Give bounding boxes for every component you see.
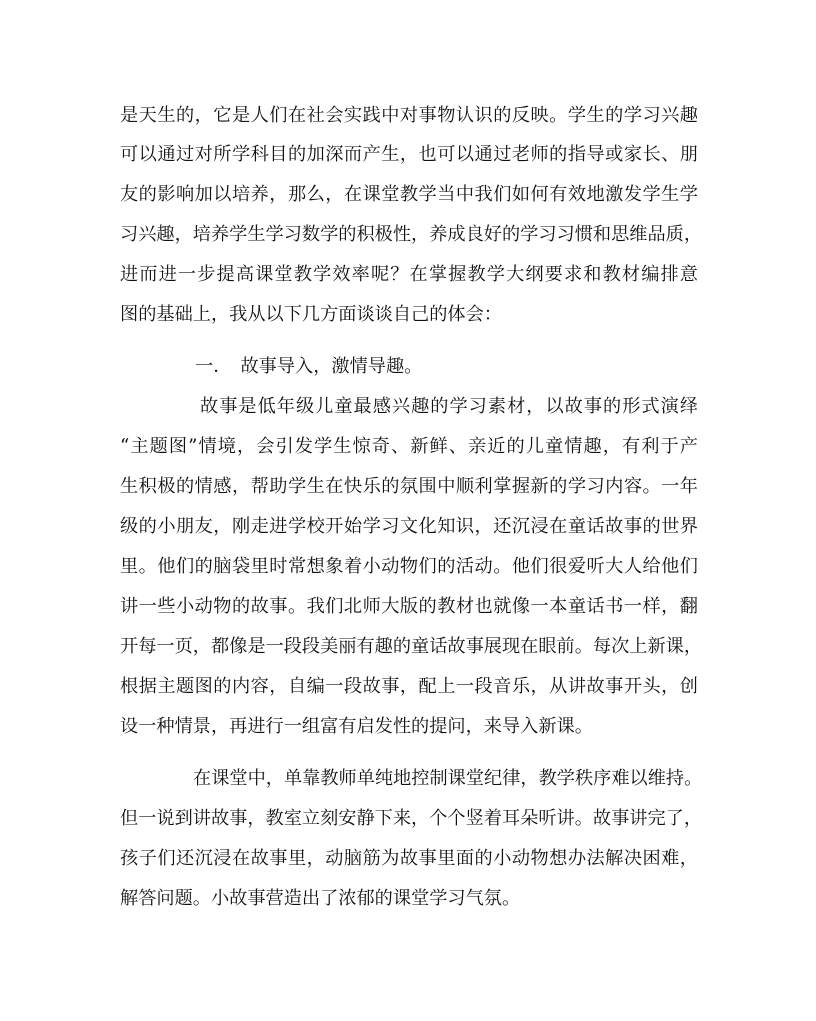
text-line: 但一说到讲故事，教室立刻安静下来，个个竖着耳朵听讲。故事讲完了， (120, 808, 703, 829)
text-line: 开每一页，都像是一段段美丽有趣的童话故事展现在眼前。每次上新课， (120, 636, 703, 657)
text-line: 根据主题图的内容，自编一段故事，配上一段音乐，从讲故事开头，创 (120, 676, 698, 697)
text-line: 习兴趣，培养学生学习数学的积极性，养成良好的学习习惯和思维品质， (120, 224, 703, 245)
text-line: 是天生的，它是人们在社会实践中对事物认识的反映。学生的学习兴趣 (120, 105, 698, 126)
text-line: 生积极的情感，帮助学生在快乐的氛围中顺利掌握新的学习内容。一年 (120, 476, 698, 497)
paragraph-first-line: 故事是低年级儿童最感兴趣的学习素材，以故事的形式演绎 (200, 396, 698, 417)
text-line: 进而进一步提高课堂教学效率呢？在掌握教学大纲要求和教材编排意 (120, 264, 698, 285)
text-line: 孩子们还沉浸在故事里，动脑筋为故事里面的小动物想办法解决困难， (120, 848, 698, 869)
paragraph-first-line: 在课堂中，单靠教师单纯地控制课堂纪律，教学秩序难以维持。 (193, 768, 703, 789)
text-line: “主题图”情境，会引发学生惊奇、新鲜、亲近的儿童情趣，有利于产 (120, 436, 698, 457)
section-heading: 一． 故事导入，激情导趣。 (195, 356, 423, 377)
text-line: 里。他们的脑袋里时常想象着小动物们的活动。他们很爱听大人给他们 (120, 556, 698, 577)
text-line: 友的影响加以培养，那么，在课堂教学当中我们如何有效地激发学生学 (120, 184, 698, 205)
text-line: 设一种情景，再进行一组富有启发性的提问，来导入新课。 (120, 716, 593, 737)
text-line: 讲一些小动物的故事。我们北师大版的教材也就像一本童话书一样，翻 (120, 596, 698, 617)
text-line: 图的基础上，我从以下几方面谈谈自己的体会： (120, 304, 502, 325)
text-line: 级的小朋友，刚走进学校开始学习文化知识，还沉浸在童话故事的世界 (120, 516, 698, 537)
text-line: 解答问题。小故事营造出了浓郁的课堂学习气氛。 (120, 888, 521, 909)
text-line: 可以通过对所学科目的加深而产生，也可以通过老师的指导或家长、朋 (120, 144, 698, 165)
